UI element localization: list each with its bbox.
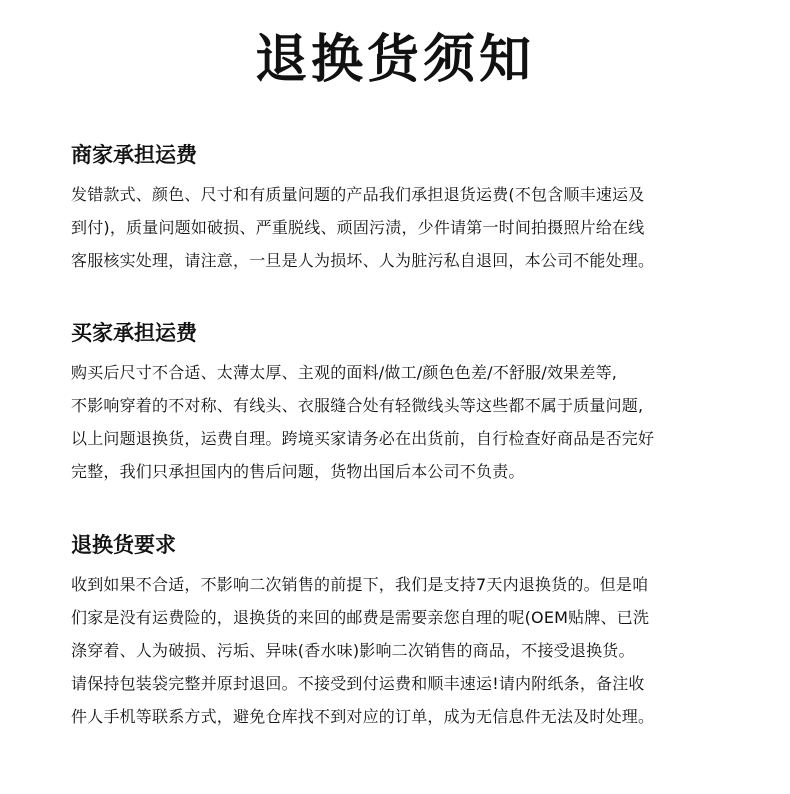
section-seller-pays-shipping xyxy=(71,140,721,277)
section-heading: 商家承担运费 xyxy=(71,143,197,167)
paragraph-line: 发错款式、颜色、尺寸和有质量问题的产品我们承担退货运费(不包含顺丰速运及 xyxy=(71,185,645,204)
page-title: 退换货须知 xyxy=(254,30,535,90)
paragraph-line: 购买后尺寸不合适、太薄太厚、主观的面料/做工/颜色色差/不舒服/效果差等, xyxy=(71,363,618,382)
section-heading: 买家承担运费 xyxy=(71,321,197,345)
paragraph-line: 收到如果不合适，不影响二次销售的前提下，我们是支持7天内退换货的。但是咱 xyxy=(71,575,649,594)
paragraph-line: 涤穿着、人为破损、污垢、异味(香水味)影响二次销售的商品，不接受退换货。 xyxy=(71,641,635,660)
paragraph-line: 客服核实处理，请注意，一旦是人为损坏、人为脏污私自退回，本公司不能处理。 xyxy=(71,251,655,270)
paragraph-line: 件人手机等联系方式，避免仓库找不到对应的订单，成为无信息件无法及时处理。 xyxy=(71,707,655,726)
paragraph-line: 们家是没有运费险的，退换货的来回的邮费是需要亲您自理的呢(OEM贴牌、已洗 xyxy=(71,608,650,627)
paragraph-line: 完整，我们只承担国内的售后问题，货物出国后本公司不负责。 xyxy=(71,462,525,481)
section-return-requirements xyxy=(71,530,721,733)
paragraph-line: 以上问题退换货，运费自理。跨境买家请务必在出货前，自行检查好商品是否完好 xyxy=(71,429,655,448)
paragraph-line: 到付)，质量问题如破损、严重脱线、顽固污渍，少件请第一时间拍摄照片给在线 xyxy=(71,218,645,237)
paragraph-line: 请保持包装袋完整并原封退回。不接受到付运费和顺丰速运!请内附纸条，备注收 xyxy=(71,674,645,693)
paragraph-line: 不影响穿着的不对称、有线头、衣服缝合处有轻微线头等这些都不属于质量问题, xyxy=(71,396,644,415)
section-buyer-pays-shipping xyxy=(71,318,721,488)
section-heading: 退换货要求 xyxy=(71,533,176,557)
